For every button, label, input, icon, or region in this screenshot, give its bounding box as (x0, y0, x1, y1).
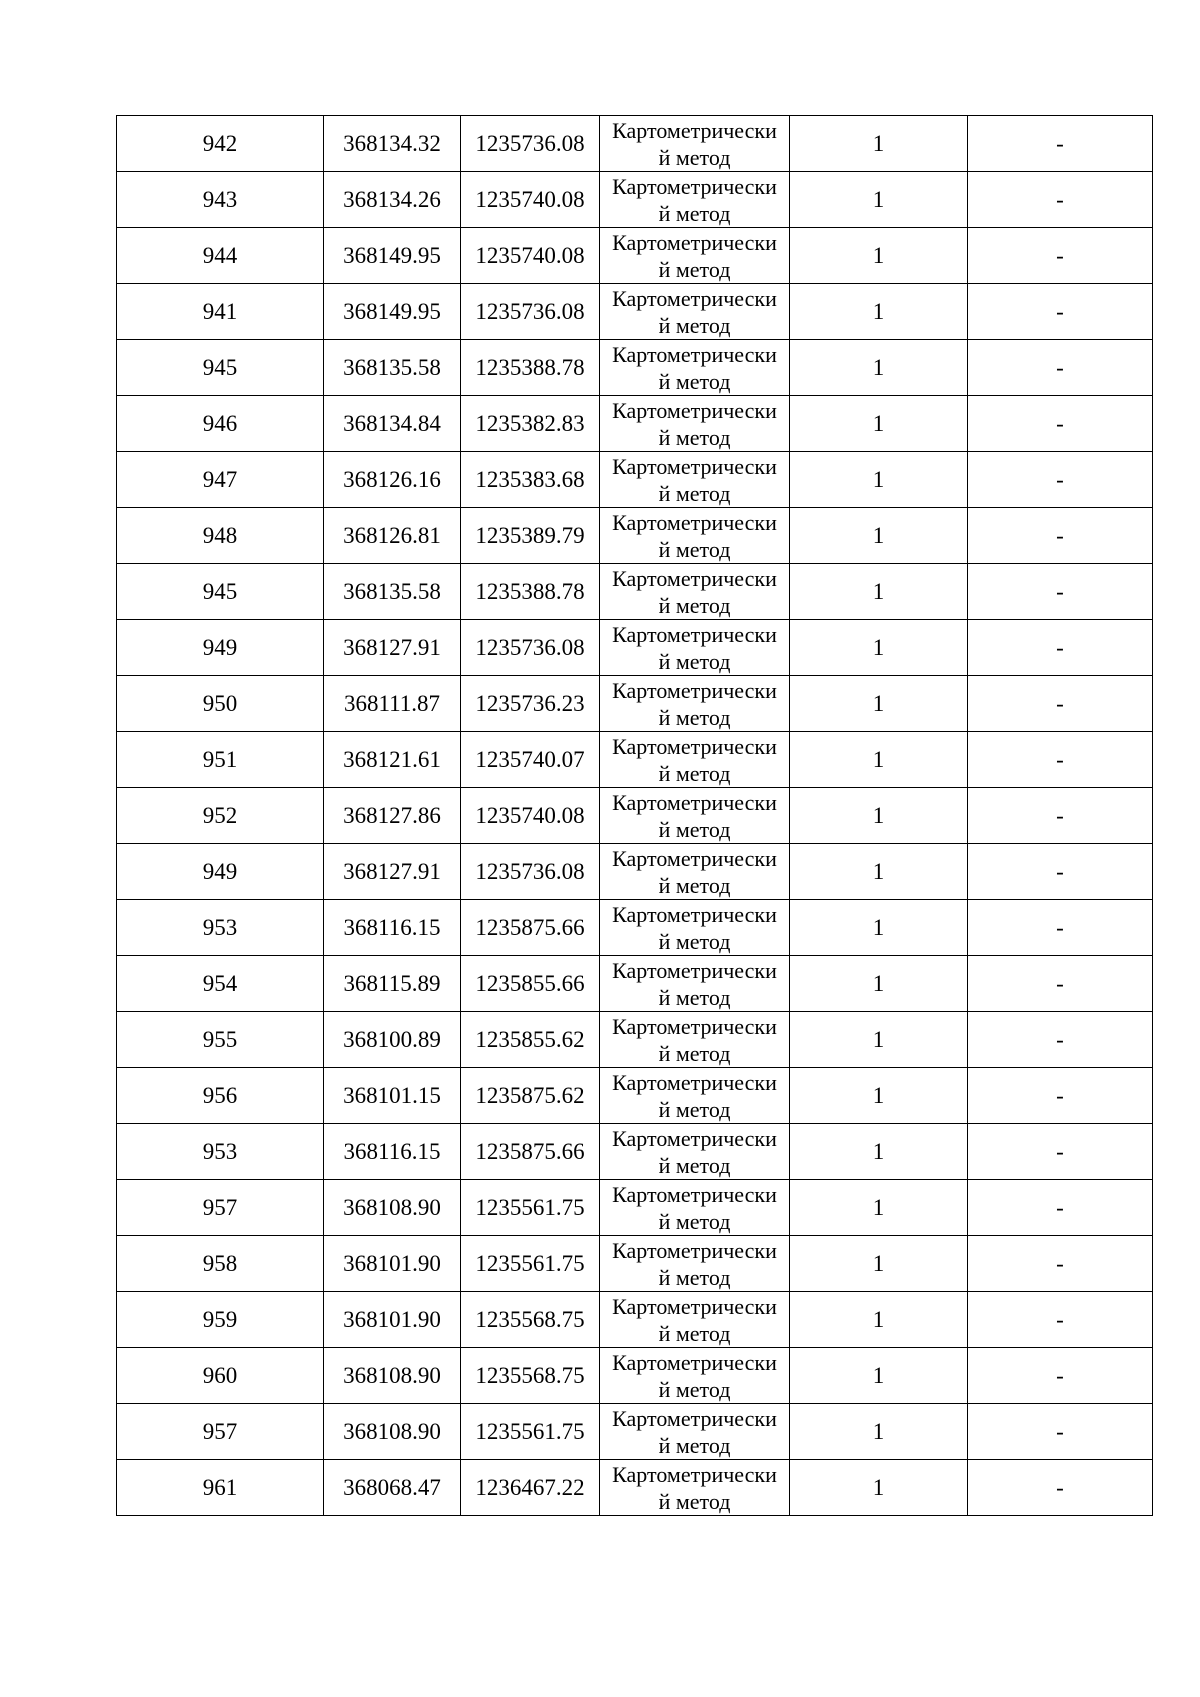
table-row (117, 228, 1153, 284)
method-cell (600, 340, 790, 396)
x-coordinate-cell: 368108.90 (324, 1180, 461, 1236)
y-coordinate-cell: 1235561.75 (461, 1404, 600, 1460)
x-coordinate-cell: 368116.15 (324, 900, 461, 956)
note-cell: - (968, 620, 1153, 676)
note-cell: - (968, 900, 1153, 956)
accuracy-cell: 1 (790, 732, 968, 788)
table-row (117, 340, 1153, 396)
point-number-cell: 958 (117, 1236, 324, 1292)
method-cell (600, 1180, 790, 1236)
x-coordinate-cell: 368126.16 (324, 452, 461, 508)
method-cell (600, 228, 790, 284)
point-number-cell: 956 (117, 1068, 324, 1124)
method-line-1: Картометрически (612, 117, 777, 143)
method-line-2: й метод (658, 536, 731, 562)
point-number-cell: 960 (117, 1348, 324, 1404)
accuracy-cell: 1 (790, 564, 968, 620)
accuracy-cell: 1 (790, 1404, 968, 1460)
table-row (117, 788, 1153, 844)
method-line-2: й метод (658, 1488, 731, 1514)
x-coordinate-cell: 368101.90 (324, 1236, 461, 1292)
accuracy-cell: 1 (790, 396, 968, 452)
point-number-cell: 954 (117, 956, 324, 1012)
accuracy-cell: 1 (790, 1460, 968, 1516)
coordinates-table-body (117, 116, 1153, 1516)
y-coordinate-cell: 1235740.07 (461, 732, 600, 788)
method-cell (600, 1124, 790, 1180)
method-cell (600, 900, 790, 956)
note-cell: - (968, 284, 1153, 340)
method-line-2: й метод (658, 480, 731, 506)
method-line-2: й метод (658, 760, 731, 786)
x-coordinate-cell: 368135.58 (324, 340, 461, 396)
note-cell: - (968, 396, 1153, 452)
method-line-1: Картометрически (612, 957, 777, 983)
method-line-2: й метод (658, 200, 731, 226)
note-cell: - (968, 564, 1153, 620)
method-cell (600, 1460, 790, 1516)
note-cell: - (968, 1236, 1153, 1292)
note-cell: - (968, 788, 1153, 844)
point-number-cell: 959 (117, 1292, 324, 1348)
y-coordinate-cell: 1235383.68 (461, 452, 600, 508)
table-row (117, 676, 1153, 732)
method-cell (600, 1068, 790, 1124)
method-line-2: й метод (658, 1320, 731, 1346)
method-cell (600, 452, 790, 508)
note-cell: - (968, 508, 1153, 564)
method-line-2: й метод (658, 816, 731, 842)
accuracy-cell: 1 (790, 116, 968, 172)
point-number-cell: 949 (117, 620, 324, 676)
table-row (117, 900, 1153, 956)
table-row (117, 1292, 1153, 1348)
method-line-1: Картометрически (612, 733, 777, 759)
accuracy-cell: 1 (790, 228, 968, 284)
x-coordinate-cell: 368127.91 (324, 620, 461, 676)
table-row (117, 1348, 1153, 1404)
point-number-cell: 946 (117, 396, 324, 452)
method-line-2: й метод (658, 144, 731, 170)
y-coordinate-cell: 1235875.66 (461, 1124, 600, 1180)
point-number-cell: 957 (117, 1180, 324, 1236)
point-number-cell: 950 (117, 676, 324, 732)
coordinates-table (116, 115, 1153, 1516)
y-coordinate-cell: 1235875.62 (461, 1068, 600, 1124)
y-coordinate-cell: 1235736.08 (461, 620, 600, 676)
x-coordinate-cell: 368149.95 (324, 284, 461, 340)
method-line-1: Картометрически (612, 509, 777, 535)
x-coordinate-cell: 368101.15 (324, 1068, 461, 1124)
y-coordinate-cell: 1235736.08 (461, 844, 600, 900)
accuracy-cell: 1 (790, 452, 968, 508)
y-coordinate-cell: 1236467.22 (461, 1460, 600, 1516)
method-line-1: Картометрически (612, 1125, 777, 1151)
accuracy-cell: 1 (790, 340, 968, 396)
method-line-2: й метод (658, 592, 731, 618)
accuracy-cell: 1 (790, 284, 968, 340)
method-cell (600, 116, 790, 172)
method-cell (600, 676, 790, 732)
method-cell (600, 844, 790, 900)
method-line-1: Картометрически (612, 621, 777, 647)
method-line-1: Картометрически (612, 397, 777, 423)
method-line-1: Картометрически (612, 229, 777, 255)
accuracy-cell: 1 (790, 1068, 968, 1124)
table-row (117, 1236, 1153, 1292)
x-coordinate-cell: 368149.95 (324, 228, 461, 284)
point-number-cell: 945 (117, 564, 324, 620)
method-cell (600, 396, 790, 452)
method-line-1: Картометрически (612, 173, 777, 199)
x-coordinate-cell: 368127.86 (324, 788, 461, 844)
accuracy-cell: 1 (790, 1012, 968, 1068)
point-number-cell: 953 (117, 900, 324, 956)
accuracy-cell: 1 (790, 676, 968, 732)
note-cell: - (968, 1460, 1153, 1516)
y-coordinate-cell: 1235740.08 (461, 172, 600, 228)
note-cell: - (968, 844, 1153, 900)
method-cell (600, 1404, 790, 1460)
table-row (117, 172, 1153, 228)
method-line-1: Картометрически (612, 1349, 777, 1375)
y-coordinate-cell: 1235568.75 (461, 1348, 600, 1404)
point-number-cell: 944 (117, 228, 324, 284)
table-row (117, 116, 1153, 172)
y-coordinate-cell: 1235740.08 (461, 228, 600, 284)
point-number-cell: 947 (117, 452, 324, 508)
note-cell: - (968, 956, 1153, 1012)
table-row (117, 1404, 1153, 1460)
x-coordinate-cell: 368121.61 (324, 732, 461, 788)
x-coordinate-cell: 368134.84 (324, 396, 461, 452)
method-cell (600, 956, 790, 1012)
method-cell (600, 172, 790, 228)
method-cell (600, 284, 790, 340)
table-row (117, 1180, 1153, 1236)
method-cell (600, 1236, 790, 1292)
y-coordinate-cell: 1235855.62 (461, 1012, 600, 1068)
note-cell: - (968, 172, 1153, 228)
accuracy-cell: 1 (790, 508, 968, 564)
method-cell (600, 564, 790, 620)
method-line-1: Картометрически (612, 789, 777, 815)
x-coordinate-cell: 368127.91 (324, 844, 461, 900)
point-number-cell: 945 (117, 340, 324, 396)
method-line-2: й метод (658, 704, 731, 730)
point-number-cell: 941 (117, 284, 324, 340)
note-cell: - (968, 228, 1153, 284)
accuracy-cell: 1 (790, 620, 968, 676)
x-coordinate-cell: 368135.58 (324, 564, 461, 620)
method-cell (600, 788, 790, 844)
method-line-1: Картометрически (612, 1461, 777, 1487)
point-number-cell: 952 (117, 788, 324, 844)
y-coordinate-cell: 1235389.79 (461, 508, 600, 564)
method-line-2: й метод (658, 648, 731, 674)
point-number-cell: 957 (117, 1404, 324, 1460)
point-number-cell: 951 (117, 732, 324, 788)
y-coordinate-cell: 1235388.78 (461, 564, 600, 620)
note-cell: - (968, 1404, 1153, 1460)
accuracy-cell: 1 (790, 1236, 968, 1292)
method-line-1: Картометрически (612, 453, 777, 479)
method-line-1: Картометрически (612, 285, 777, 311)
method-line-2: й метод (658, 1432, 731, 1458)
point-number-cell: 955 (117, 1012, 324, 1068)
accuracy-cell: 1 (790, 956, 968, 1012)
method-line-2: й метод (658, 256, 731, 282)
note-cell: - (968, 1292, 1153, 1348)
table-row (117, 1068, 1153, 1124)
table-row (117, 508, 1153, 564)
table-row (117, 844, 1153, 900)
method-line-2: й метод (658, 312, 731, 338)
method-cell (600, 508, 790, 564)
x-coordinate-cell: 368101.90 (324, 1292, 461, 1348)
accuracy-cell: 1 (790, 172, 968, 228)
table-row (117, 396, 1153, 452)
table-row (117, 956, 1153, 1012)
x-coordinate-cell: 368116.15 (324, 1124, 461, 1180)
x-coordinate-cell: 368108.90 (324, 1404, 461, 1460)
point-number-cell: 948 (117, 508, 324, 564)
note-cell: - (968, 340, 1153, 396)
method-line-1: Картометрически (612, 1069, 777, 1095)
point-number-cell: 943 (117, 172, 324, 228)
y-coordinate-cell: 1235388.78 (461, 340, 600, 396)
x-coordinate-cell: 368068.47 (324, 1460, 461, 1516)
accuracy-cell: 1 (790, 1180, 968, 1236)
method-line-1: Картометрически (612, 1405, 777, 1431)
method-cell (600, 620, 790, 676)
method-cell (600, 1292, 790, 1348)
accuracy-cell: 1 (790, 900, 968, 956)
accuracy-cell: 1 (790, 1292, 968, 1348)
accuracy-cell: 1 (790, 1124, 968, 1180)
method-line-2: й метод (658, 1208, 731, 1234)
point-number-cell: 961 (117, 1460, 324, 1516)
y-coordinate-cell: 1235736.23 (461, 676, 600, 732)
note-cell: - (968, 676, 1153, 732)
method-line-1: Картометрически (612, 845, 777, 871)
y-coordinate-cell: 1235382.83 (461, 396, 600, 452)
method-line-2: й метод (658, 1264, 731, 1290)
x-coordinate-cell: 368100.89 (324, 1012, 461, 1068)
method-line-1: Картометрически (612, 1293, 777, 1319)
method-line-2: й метод (658, 368, 731, 394)
method-line-1: Картометрически (612, 901, 777, 927)
table-row (117, 1124, 1153, 1180)
point-number-cell: 942 (117, 116, 324, 172)
method-cell (600, 1012, 790, 1068)
method-line-1: Картометрически (612, 565, 777, 591)
method-line-2: й метод (658, 984, 731, 1010)
method-line-2: й метод (658, 1040, 731, 1066)
y-coordinate-cell: 1235736.08 (461, 116, 600, 172)
x-coordinate-cell: 368108.90 (324, 1348, 461, 1404)
method-line-2: й метод (658, 872, 731, 898)
accuracy-cell: 1 (790, 1348, 968, 1404)
note-cell: - (968, 452, 1153, 508)
y-coordinate-cell: 1235855.66 (461, 956, 600, 1012)
x-coordinate-cell: 368111.87 (324, 676, 461, 732)
note-cell: - (968, 732, 1153, 788)
table-row (117, 564, 1153, 620)
point-number-cell: 949 (117, 844, 324, 900)
method-cell (600, 1348, 790, 1404)
y-coordinate-cell: 1235736.08 (461, 284, 600, 340)
x-coordinate-cell: 368126.81 (324, 508, 461, 564)
table-row (117, 732, 1153, 788)
y-coordinate-cell: 1235875.66 (461, 900, 600, 956)
table-row (117, 1012, 1153, 1068)
table-row (117, 1460, 1153, 1516)
note-cell: - (968, 1124, 1153, 1180)
method-line-1: Картометрически (612, 1237, 777, 1263)
note-cell: - (968, 1012, 1153, 1068)
method-line-1: Картометрически (612, 1013, 777, 1039)
method-line-2: й метод (658, 1152, 731, 1178)
method-line-1: Картометрически (612, 677, 777, 703)
method-cell (600, 732, 790, 788)
note-cell: - (968, 116, 1153, 172)
method-line-2: й метод (658, 424, 731, 450)
accuracy-cell: 1 (790, 788, 968, 844)
x-coordinate-cell: 368134.26 (324, 172, 461, 228)
y-coordinate-cell: 1235740.08 (461, 788, 600, 844)
table-row (117, 452, 1153, 508)
y-coordinate-cell: 1235568.75 (461, 1292, 600, 1348)
x-coordinate-cell: 368115.89 (324, 956, 461, 1012)
method-line-2: й метод (658, 1096, 731, 1122)
point-number-cell: 953 (117, 1124, 324, 1180)
accuracy-cell: 1 (790, 844, 968, 900)
table-row (117, 284, 1153, 340)
method-line-1: Картометрически (612, 341, 777, 367)
method-line-2: й метод (658, 1376, 731, 1402)
method-line-1: Картометрически (612, 1181, 777, 1207)
note-cell: - (968, 1068, 1153, 1124)
x-coordinate-cell: 368134.32 (324, 116, 461, 172)
method-line-2: й метод (658, 928, 731, 954)
note-cell: - (968, 1348, 1153, 1404)
y-coordinate-cell: 1235561.75 (461, 1180, 600, 1236)
note-cell: - (968, 1180, 1153, 1236)
table-row (117, 620, 1153, 676)
y-coordinate-cell: 1235561.75 (461, 1236, 600, 1292)
